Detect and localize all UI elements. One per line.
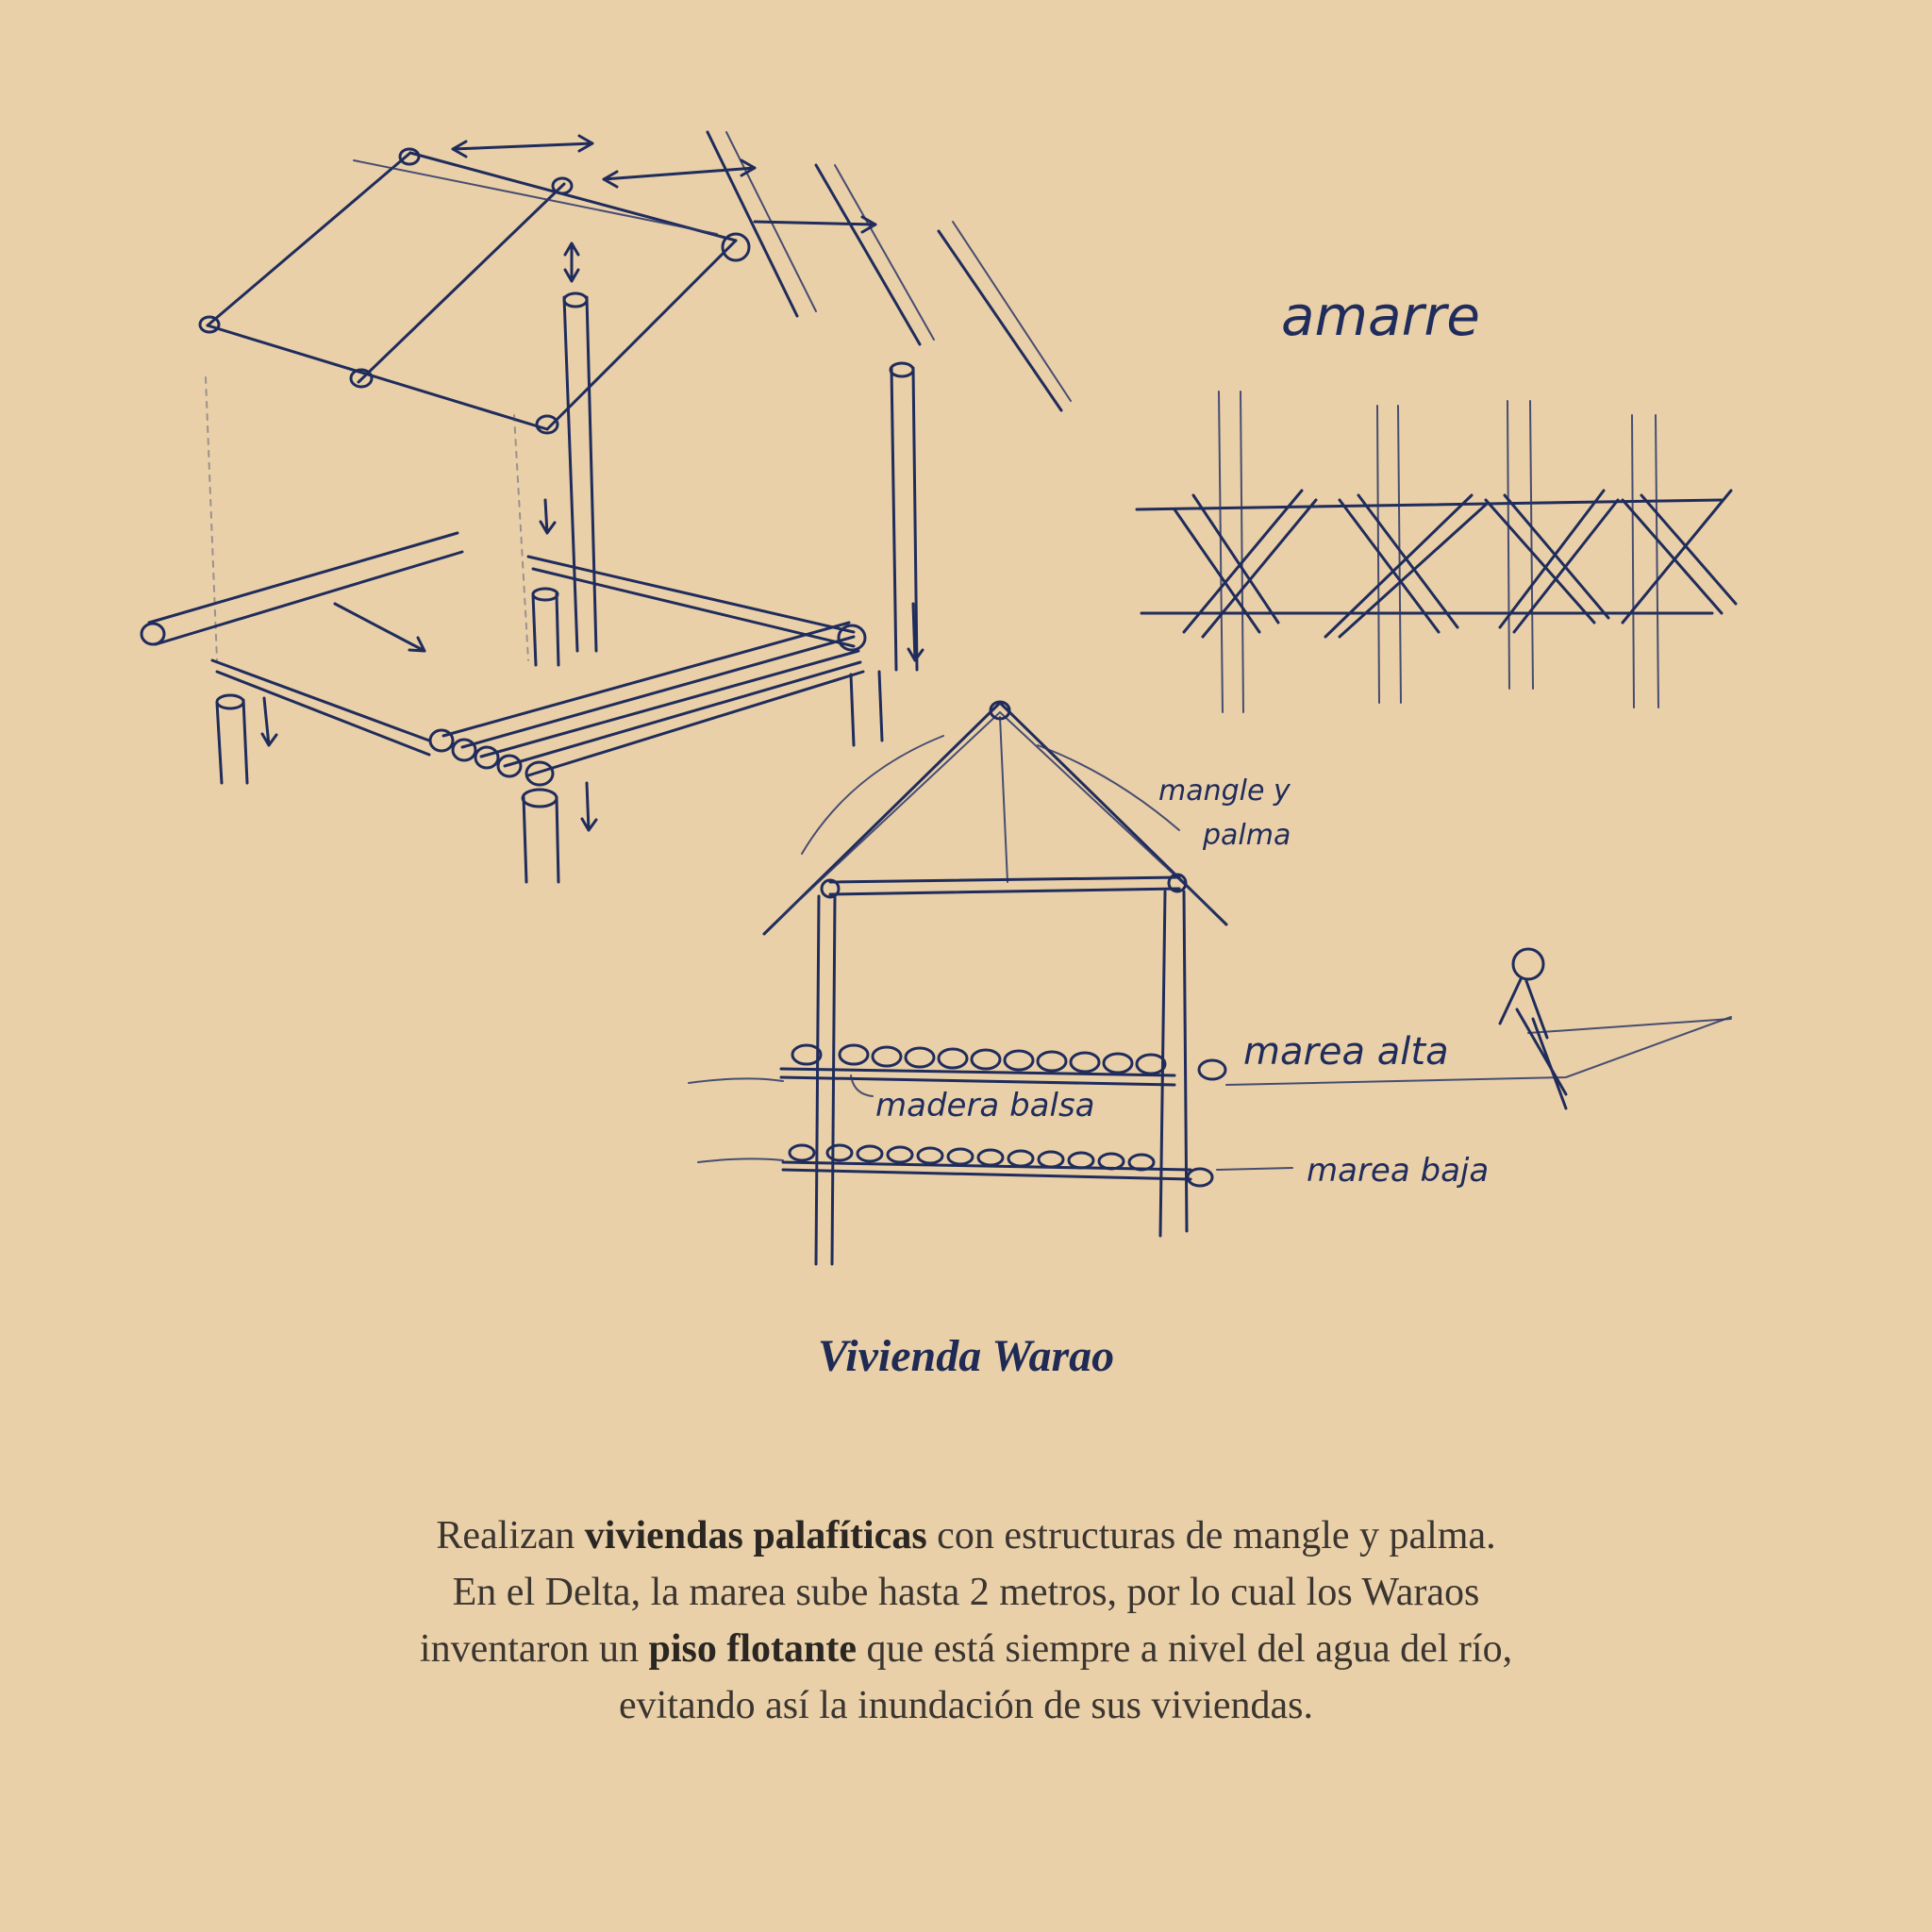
floating-floor-low (783, 1145, 1212, 1186)
description-line-2: En el Delta, la marea sube hasta 2 metros, por lo cual los Waraos (452, 1571, 1480, 1614)
mangle-y-label: mangle y (1158, 774, 1291, 808)
amarre-lashing-drawing (1137, 284, 1736, 712)
description-paragraph (283, 1507, 1649, 1734)
bold-viviendas-palafiticas: viviendas palafíticas (584, 1514, 927, 1557)
marea-baja-label: marea baja (1307, 1152, 1490, 1190)
house-section-drawing (689, 702, 1731, 1264)
caption-title: Vivienda Warao (817, 1331, 1115, 1381)
text-span: que está siempre a nivel del agua del río, (857, 1627, 1513, 1671)
text-span: con estructuras de mangle y palma. (926, 1514, 1496, 1557)
description-line-1 (283, 1507, 1649, 1564)
text-span: inventaron un (419, 1627, 649, 1671)
bold-piso-flotante: piso flotante (648, 1627, 858, 1671)
boatman-figure (1500, 949, 1566, 1108)
palma-label: palma (1203, 819, 1291, 852)
description-line-3 (283, 1621, 1649, 1677)
floating-floor-high (781, 1045, 1225, 1085)
description-line-4: evitando así la inundación de sus viviendas. (618, 1684, 1313, 1727)
text-span: Realizan (436, 1514, 585, 1557)
amarre-label: amarre (1281, 284, 1480, 348)
marea-alta-label: marea alta (1243, 1030, 1449, 1074)
madera-balsa-label: madera balsa (875, 1087, 1095, 1124)
